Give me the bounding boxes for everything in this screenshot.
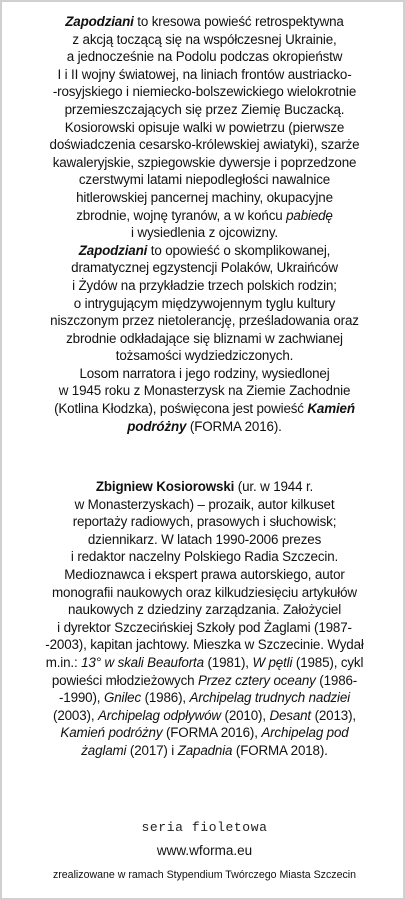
text-line [24,154,385,172]
text-run: Archipelag odpływów [97,707,221,723]
text-run: a jednocześnie na Podolu podczas okropieństw [66,49,343,65]
text-run: powieści młodzieżowych [51,672,199,688]
text-run: (FORMA 2016), [162,725,262,741]
text-line [24,601,385,619]
text-run: Losom narratora i jego rodziny, wysiedlonej [79,365,330,381]
text-line [24,242,385,260]
description-text [24,13,385,435]
text-line [24,707,385,725]
text-line [24,207,385,225]
text-run: Zbigniew Kosiorowski [95,479,235,494]
text-run: (1985), cykl [292,654,364,670]
text-run: -2003), kapitan jachtowy. Mieszka w Szczecinie. Wydał [45,637,364,653]
text-run: i wysiedlenia z ojcowizny. [131,225,278,241]
text-line [24,654,385,672]
author-bio-text [24,478,385,760]
text-run: żaglami [81,742,127,758]
text-run: dramatycznej egzystencji Polaków, Ukraińców [71,260,338,276]
text-run: (FORMA 2018). [232,742,328,758]
text-run: (1981), [203,654,253,670]
text-run: W pętli [252,654,293,670]
text-line [24,224,385,242]
publisher-url: www.wforma.eu [156,843,253,858]
text-run: Kamień podróżny [60,725,163,741]
text-run: Przez cztery oceany [198,672,316,688]
text-run: (FORMA 2016). [186,418,282,434]
text-line [24,312,385,330]
text-line [24,171,385,189]
text-run: Medioznawca i ekspert prawa autorskiego, autor [64,566,345,582]
text-run: o intrygującym międzywojennym tyglu kultury [73,295,336,311]
text-run: m.in.: [45,654,82,670]
text-run: podróżny [127,418,187,434]
text-run: -1990), [58,690,104,706]
text-run: Desant [269,707,311,723]
text-run: reportaży radiowych, prasowych i słuchowisk; [72,514,337,530]
text-run: Kosiorowski opisuje walki w powietrzu (pierwsze [64,119,345,135]
text-line [24,548,385,566]
text-run: Archipelag trudnych nadziei [189,690,350,706]
text-line [24,689,385,707]
text-run: (Kotlina Kłodzka), poświęcona jest powieść [54,401,308,417]
text-run: pabiedę [286,207,333,223]
text-line [24,619,385,637]
text-run: hitlerowskiej pancernej machiny, okupacyjne [76,189,333,205]
text-run: i Żydów na przykładzie trzech polskich rodzin; [72,277,337,293]
text-line [24,295,385,313]
text-run: I i II wojny światowej, na liniach frontów austriacko- [57,66,352,82]
text-run: czerstwymi latami niepodległości nawalnice [78,172,331,188]
text-line [24,189,385,207]
text-line [24,566,385,584]
text-run: przemieszczających się przez Ziemię Buczacką. [64,101,345,117]
text-line [24,347,385,365]
text-line [24,531,385,549]
text-line [24,365,385,383]
text-line [24,584,385,602]
text-line [24,66,385,84]
text-run: to opowieść o skomplikowanej, [147,242,331,258]
text-run: dziennikarz. W latach 1990-2006 prezes [87,531,322,547]
text-run: w Monasterzyskach) – prozaik, autor kilkuset [74,496,335,512]
text-run: to kresowa powieść retrospektywna [133,14,344,29]
text-line [24,101,385,119]
text-run: (1986), [141,690,190,706]
text-line [24,400,385,418]
text-line [24,672,385,690]
text-line [24,136,385,154]
text-run: tożsamości wydziedziczonych. [115,348,294,364]
text-run: naukowych z dziedziny zarządzania. Założyciel [67,602,342,618]
text-line [24,478,385,496]
text-run: Archipelag pod [261,725,349,741]
text-run: (ur. w 1944 r. [234,479,314,494]
text-run: zbrodnie odkładające się bliznami w zachwianej [66,330,343,346]
text-run: (2013), [311,707,356,723]
text-run: 13° w skali Beauforta [81,654,204,670]
text-run: -rosyjskiego i niemiecko-bolszewickiego wielokrotnie [52,84,357,100]
text-run: i redaktor naczelny Polskiego Radia Szczecin. [70,549,339,565]
text-run: kawaleryjskie, szpiegowskie dywersje i poprzedzone [52,154,357,170]
text-run: i dyrektor Szczecińskiej Szkoły pod Żaglami (1987- [57,619,352,635]
book-description [24,13,385,435]
text-line [24,742,385,760]
text-line [24,83,385,101]
author-bio [24,478,385,760]
text-line [24,330,385,348]
text-run: z akcją toczącą się na współczesnej Ukrainie, [72,31,337,47]
text-run: Zapodziani [65,14,134,29]
text-run: (2017) i [126,742,178,758]
series-name: seria fioletowa [141,820,268,835]
text-run: doświadczenia cesarsko-królewskiej awiatyki), szarże [49,137,360,153]
text-run: Gnilec [103,690,141,706]
text-line [24,636,385,654]
text-line [24,513,385,531]
text-run: Zapadnia [177,742,233,758]
text-run: (2010), [220,707,270,723]
text-line [24,119,385,137]
text-run: (1986- [315,672,358,688]
text-run: Zapodziani [78,242,148,258]
text-line [24,382,385,400]
text-line [24,48,385,66]
text-run: monografii naukowych oraz kilkudziesięciu artykułów [52,584,357,600]
text-line [24,13,385,31]
text-line [24,496,385,514]
text-line [24,418,385,436]
text-run: (2003), [53,707,98,723]
text-line [24,259,385,277]
text-line [24,724,385,742]
text-line [24,31,385,49]
text-run: w 1945 roku z Monasterzysk na Ziemie Zachodnie [58,383,351,399]
text-run: zbrodnie, wojnę tyranów, a w końcu [76,207,287,223]
text-line [24,277,385,295]
text-run: Kamień [307,401,355,417]
text-run: niszczonym przez nietolerancję, prześladowania oraz [50,313,359,329]
funding-credit: zrealizowane w ramach Stypendium Twórczego Miasta Szczecin [52,869,357,881]
